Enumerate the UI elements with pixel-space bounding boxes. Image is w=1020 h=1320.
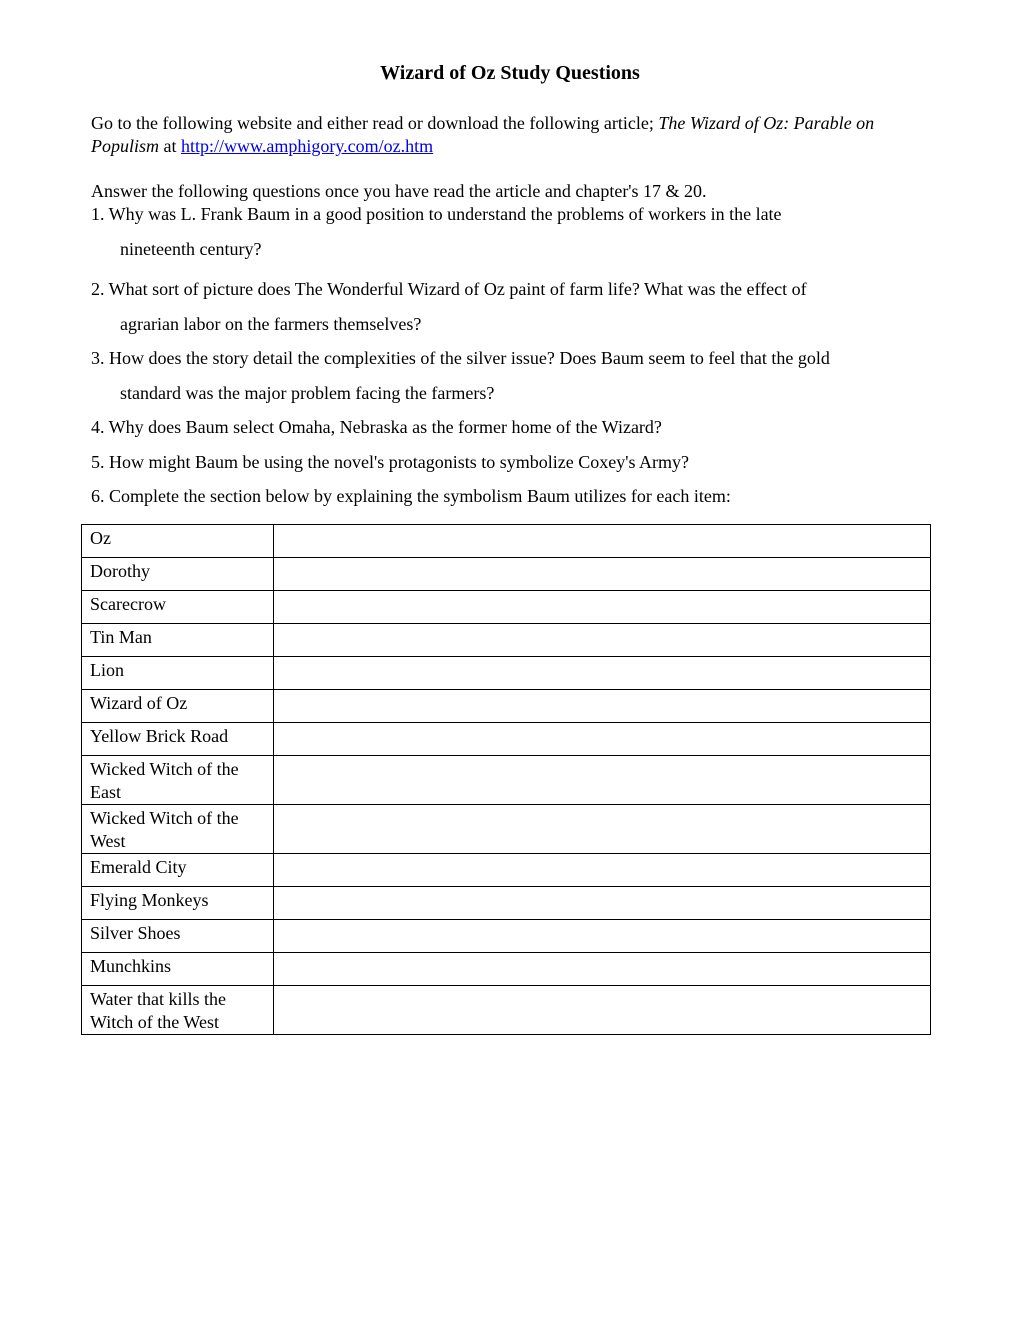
table-row [82,723,931,756]
table-row [82,657,931,690]
question-6: 6. Complete the section below by explaining the symbolism Baum utilizes for each item: [91,486,731,506]
article-title: The Wizard of Oz: Parable on Populism [91,113,875,156]
intro-paragraph [91,112,921,158]
table-row [82,756,931,805]
question-2: 2. What sort of picture does The Wonderful Wizard of Oz paint of farm life? What was the effect of agrarian labor on the farmers themselves? [91,279,807,334]
symbolism-table [81,524,931,1035]
symbol-answer-cell[interactable] [274,920,931,953]
symbol-label: Yellow Brick Road [82,723,274,756]
symbol-answer-cell[interactable] [274,591,931,624]
article-link[interactable]: http://www.amphigory.com/oz.htm [181,136,434,156]
symbol-label: Wizard of Oz [82,690,274,723]
table-row [82,887,931,920]
symbol-label: Dorothy [82,558,274,591]
table-row [82,986,931,1035]
symbol-answer-cell[interactable] [274,690,931,723]
table-row [82,953,931,986]
table-row [82,854,931,887]
question-list [91,203,931,514]
symbol-label: Emerald City [82,854,274,887]
symbol-label: Oz [82,525,274,558]
question-1: 1. Why was L. Frank Baum in a good position to understand the problems of workers in the late nineteenth century? [91,204,782,259]
symbol-answer-cell[interactable] [274,723,931,756]
table-row [82,624,931,657]
table-row [82,591,931,624]
symbol-answer-cell[interactable] [274,756,931,805]
page-title: Wizard of Oz Study Questions [380,62,640,84]
symbol-label: Munchkins [82,953,274,986]
intro-at: at [159,136,182,156]
table-row [82,558,931,591]
symbol-answer-cell[interactable] [274,525,931,558]
symbol-answer-cell[interactable] [274,986,931,1035]
symbol-answer-cell[interactable] [274,887,931,920]
symbol-answer-cell[interactable] [274,854,931,887]
question-5: 5. How might Baum be using the novel's protagonists to symbolize Coxey's Army? [91,451,689,472]
table-row [82,920,931,953]
question-3: 3. How does the story detail the complexities of the silver issue? Does Baum seem to feel that the gold standard was the major problem facing the farmers? [91,348,830,403]
symbol-answer-cell[interactable] [274,953,931,986]
symbol-answer-cell[interactable] [274,558,931,591]
symbol-label: Wicked Witch of the West [82,805,274,854]
symbol-label: Scarecrow [82,591,274,624]
symbol-label: Silver Shoes [82,920,274,953]
symbol-label: Flying Monkeys [82,887,274,920]
symbol-label: Tin Man [82,624,274,657]
table-row [82,690,931,723]
intro-text: Go to the following website and either read or download the following article; [91,113,659,133]
table-row [82,525,931,558]
symbol-answer-cell[interactable] [274,624,931,657]
symbol-label: Water that kills the Witch of the West [82,986,274,1035]
table-row [82,805,931,854]
instructions: Answer the following questions once you have read the article and chapter's 17 & 20. [91,181,707,201]
symbol-label: Wicked Witch of the East [82,756,274,805]
question-4: 4. Why does Baum select Omaha, Nebraska as the former home of the Wizard? [91,417,662,437]
symbol-answer-cell[interactable] [274,657,931,690]
symbol-answer-cell[interactable] [274,805,931,854]
symbol-label: Lion [82,657,274,690]
